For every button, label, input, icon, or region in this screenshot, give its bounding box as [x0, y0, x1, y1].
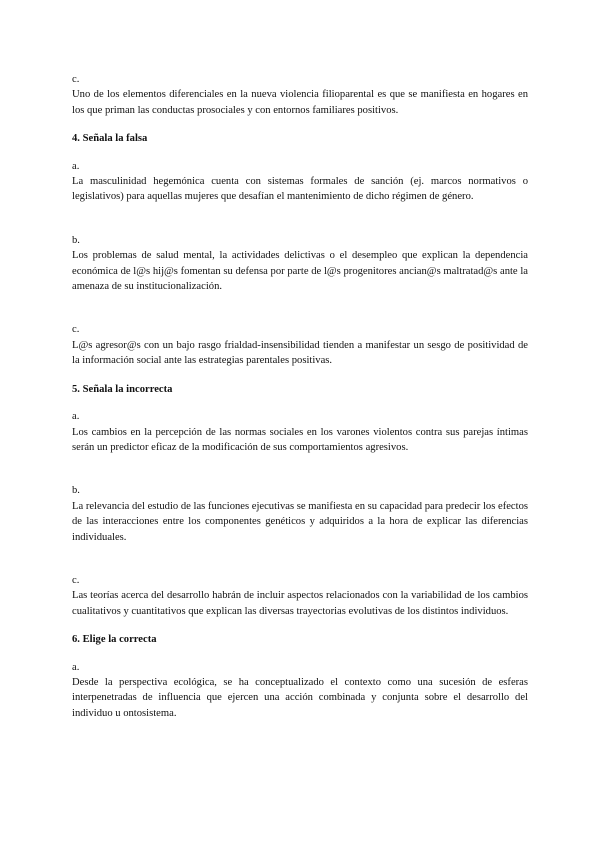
option-text: Los problemas de salud mental, la actividades delictivas o el desempleo que explican la dependencia económica de l@s hij@s fomentan su defensa por parte de l@s progenitores ancian@s maltratad@s ante la amenaza de su institucionalización.	[72, 250, 528, 293]
option-3c	[72, 72, 528, 118]
option-text: Las teorías acerca del desarrollo habrán de incluir aspectos relacionados con la variabilidad de los cambios cualitativos y cuantitativos que explican las diversas trayectorias evolutivas de los distintos individuos.	[72, 590, 528, 617]
option-4b	[72, 233, 528, 295]
option-text: L@s agresor@s con un bajo rasgo frialdad-insensibilidad tienden a manifestar un sesgo de positividad de la información social ante las estrategias parentales positivas.	[72, 339, 528, 367]
document-body	[72, 72, 528, 721]
option-6a	[72, 660, 528, 722]
option-text: Los cambios en la percepción de las normas sociales en los varones violentos contra sus parejas íntimas serán un predictor eficaz de la modificación de sus comportamientos agresivos.	[72, 426, 528, 453]
option-letter: c.	[72, 324, 80, 336]
option-letter: a.	[72, 160, 80, 172]
option-letter: b.	[72, 485, 80, 497]
option-text: La relevancia del estudio de las funciones ejecutivas se manifiesta en su capacidad para predecir los efectos de las interacciones entre los componentes genéticos y adquiridos a la hora de explicar las diferencias individuales.	[72, 500, 528, 543]
option-letter: c.	[72, 574, 80, 586]
option-5b	[72, 483, 528, 545]
option-5c	[72, 573, 528, 619]
option-text: Desde la perspectiva ecológica, se ha conceptualizado el contexto como una sucesión de esferas interpenetradas de influencia que ejercen una acción combinada y conjunta sobre el desarrollo del individuo u ontosistema.	[72, 676, 528, 719]
option-text: Uno de los elementos diferenciales en la nueva violencia filioparental es que se manifiesta en hogares en los que priman las conductas prosociales y con entornos familiares positivos.	[72, 89, 528, 116]
option-5a	[72, 409, 528, 455]
question-6-title: 6. Elige la correcta	[72, 634, 157, 646]
option-4c	[72, 322, 528, 368]
question-5-title: 5. Señala la incorrecta	[72, 383, 173, 395]
option-text: La masculinidad hegemónica cuenta con sistemas formales de sanción (ej. marcos normativos o legislativos) para aquellas mujeres que desafían el mantenimiento de dicho régimen de género.	[72, 176, 528, 203]
option-4a	[72, 159, 528, 205]
option-letter: a.	[72, 411, 80, 423]
option-letter: c.	[72, 74, 80, 85]
option-letter: b.	[72, 234, 80, 246]
question-4-title: 4. Señala la falsa	[72, 133, 148, 145]
option-letter: a.	[72, 661, 80, 673]
